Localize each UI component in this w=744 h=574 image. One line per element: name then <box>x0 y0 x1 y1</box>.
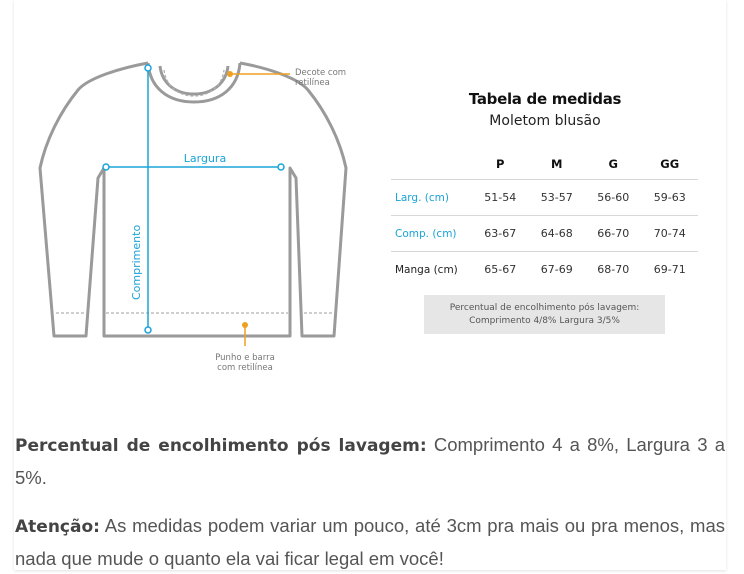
neckline-label-2: retilínea <box>295 78 330 88</box>
table-cell: 59-63 <box>642 180 699 216</box>
size-header-gg: GG <box>642 149 699 180</box>
table-row-sleeve <box>391 252 698 288</box>
neckline-callout <box>227 68 346 88</box>
table-cell: 69-71 <box>653 263 686 276</box>
size-header-m: M <box>529 149 586 180</box>
shrinkage-heading: Percentual de encolhimento pós lavagem: <box>15 435 427 456</box>
row-label: Manga (cm) <box>395 263 458 276</box>
width-measure <box>103 152 284 170</box>
size-table-subtitle: Moletom blusão <box>489 113 601 129</box>
table-cell: 51-54 <box>472 180 529 216</box>
table-cell: 65-67 <box>484 263 517 276</box>
table-cell: 66-70 <box>585 216 642 252</box>
sweatshirt-outline <box>40 63 346 336</box>
table-row-length <box>391 216 698 252</box>
attention-text: As medidas podem variar um pouco, até 3cm pra mais ou pra menos, mas nada que mude o quanto ela vai ficar legal em você! <box>15 514 725 569</box>
table-cell: 67-69 <box>540 263 573 276</box>
table-row-width <box>391 180 698 216</box>
table-cell: 68-70 <box>597 263 630 276</box>
size-header-blank <box>391 149 472 180</box>
shrinkage-note-line-1: Percentual de encolhimento pós lavagem: <box>449 302 640 313</box>
size-header-p: P <box>472 149 529 180</box>
cuff-callout <box>215 322 275 373</box>
row-label: Comp. (cm) <box>391 216 472 252</box>
width-label: Largura <box>183 152 227 165</box>
table-cell: 63-67 <box>472 216 529 252</box>
cuff-label-2: com retilínea <box>217 363 273 373</box>
row-label: Larg. (cm) <box>391 180 472 216</box>
shrinkage-text: Comprimento 4 a 8%, Largura 3 a 5%. <box>15 433 725 488</box>
size-table-title: Tabela de medidas <box>468 90 622 108</box>
size-header-g: G <box>585 149 642 180</box>
length-measure <box>130 65 151 333</box>
size-header-row <box>391 149 698 180</box>
shrinkage-note-line-2: Comprimento 4/8% Largura 3/5% <box>469 315 620 326</box>
attention-paragraph <box>15 510 725 574</box>
table-cell: 53-57 <box>529 180 586 216</box>
table-cell: 64-68 <box>529 216 586 252</box>
attention-heading: Atenção: <box>15 516 100 537</box>
cuff-label-1: Punho e barra <box>215 353 275 363</box>
shrinkage-note <box>424 295 665 334</box>
table-cell: 70-74 <box>642 216 699 252</box>
shrinkage-paragraph <box>15 429 725 493</box>
neckline-label-1: Decote com <box>295 68 347 78</box>
table-cell: 56-60 <box>585 180 642 216</box>
length-label: Comprimento <box>130 224 143 300</box>
size-table <box>391 149 698 287</box>
